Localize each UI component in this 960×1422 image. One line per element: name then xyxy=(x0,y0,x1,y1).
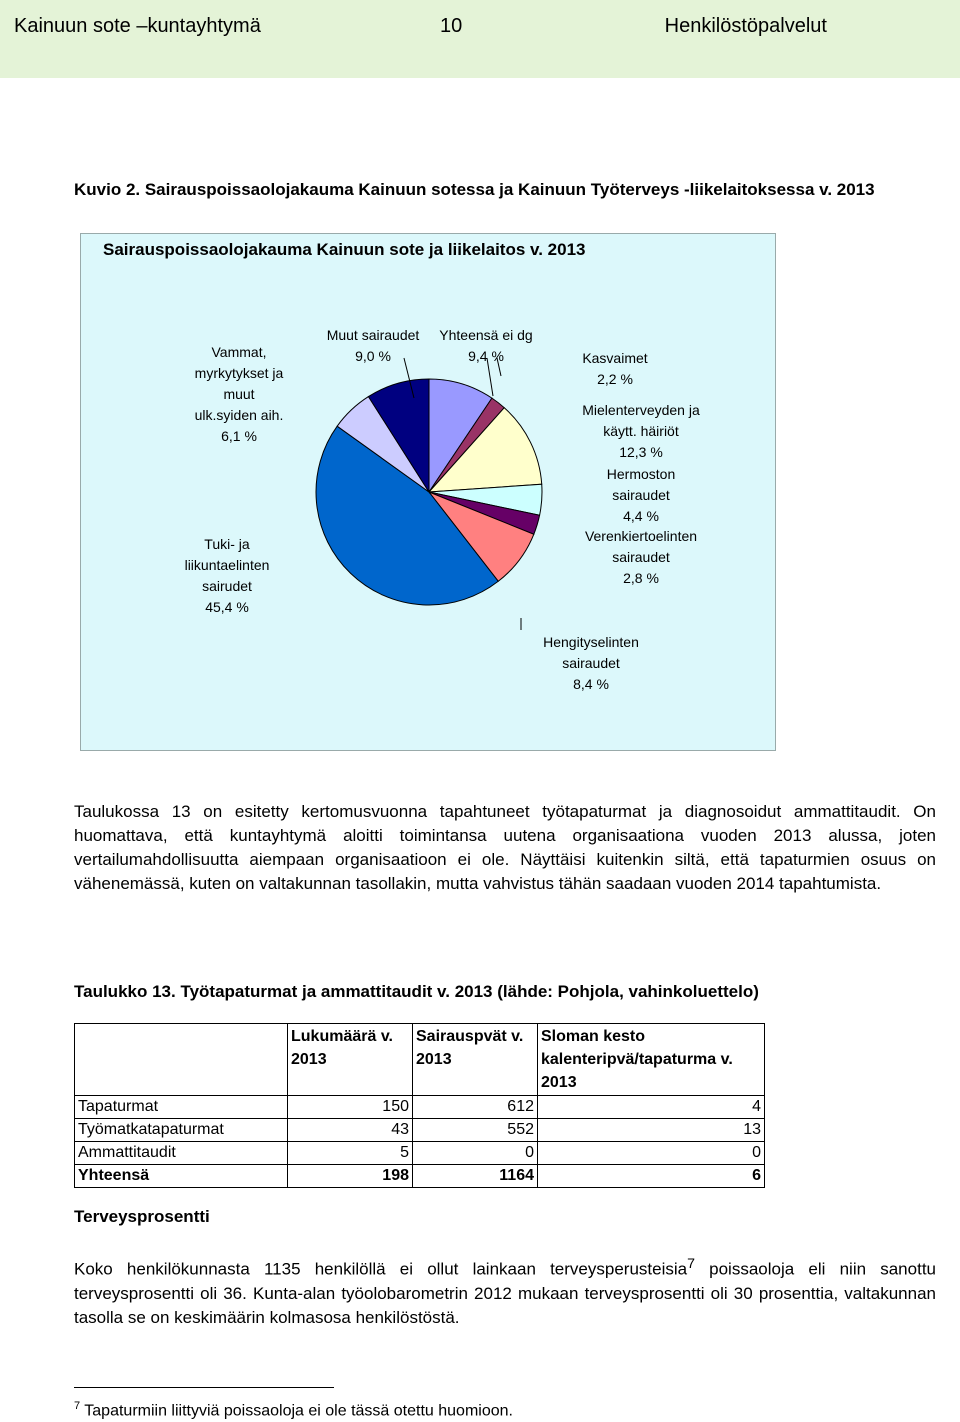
table-cell: 0 xyxy=(538,1142,765,1165)
header-cell-duration: Sloman kesto kalenteripvä/tapaturma v. 2013 xyxy=(538,1024,765,1096)
footnote xyxy=(74,1400,513,1420)
header-organization: Kainuun sote –kuntayhtymä xyxy=(14,15,261,37)
table-cell: 5 xyxy=(288,1142,413,1165)
label-vammat xyxy=(179,342,299,447)
label-yhteensa-ei-dg xyxy=(431,325,541,367)
table-row xyxy=(75,1096,765,1119)
page-number: 10 xyxy=(440,15,463,37)
table-cell: 0 xyxy=(413,1142,538,1165)
chart-label-line: käytt. häiriöt xyxy=(603,423,679,439)
table-cell: 43 xyxy=(288,1119,413,1142)
label-kasvaimet xyxy=(555,348,675,390)
figure-caption: Kuvio 2. Sairauspoissaolojakauma Kainuun sotessa ja Kainuun Työterveys -liikelaitoksessa v. 2013 xyxy=(74,180,875,199)
chart-label-line: Yhteensä ei dg xyxy=(439,327,533,343)
chart-label-line: 8,4 % xyxy=(573,676,609,692)
header-department: Henkilöstöpalvelut xyxy=(664,15,827,37)
chart-label-line: sairaudet xyxy=(612,487,670,503)
table-cell: 150 xyxy=(288,1096,413,1119)
table-cell: 552 xyxy=(413,1119,538,1142)
table-cell: 13 xyxy=(538,1119,765,1142)
chart-label-line: Verenkiertoelinten xyxy=(584,528,698,544)
label-muut-sairaudet xyxy=(318,325,428,367)
chart-label-line: liikuntaelinten xyxy=(184,557,270,573)
pie-chart xyxy=(80,233,776,751)
table-cell: Ammattitaudit xyxy=(75,1142,288,1165)
chart-label-line: Tuki- ja xyxy=(204,536,250,552)
table-row xyxy=(75,1119,765,1142)
chart-label-line: 4,4 % xyxy=(623,508,659,524)
chart-label-line: ulk.syiden aih. xyxy=(194,407,284,423)
chart-label-line: Vammat, xyxy=(211,344,267,360)
table-cell: 612 xyxy=(413,1096,538,1119)
paragraph-tapaturmat: Taulukossa 13 on esitetty kertomusvuonna tapahtuneet työtapaturmat ja diagnosoidut ammattitaudit. On huomattava, että kuntayhtymä aloitti toimintansa uutena organisaationa vuoden 2013 alussa, joten vertailumahdollisuutta aiempaan organisaatioon ei ole. Näyttäisi kuitenkin siltä, että tapaturmien osuus on vähenemässä, kuten on valtakunnan tasollakin, mutta vahvistus tähän saadaan vuoden 2014 tapahtumista. xyxy=(74,802,936,893)
footnote-reference: 7 xyxy=(687,1256,695,1272)
chart-label-line: 45,4 % xyxy=(205,599,249,615)
label-hengityselimet xyxy=(521,632,661,695)
label-tuki-ja-liikunta xyxy=(167,534,287,618)
chart-label-line: Muut sairaudet xyxy=(326,327,420,343)
label-hermosto xyxy=(571,464,711,527)
section-heading: Terveysprosentti xyxy=(74,1207,210,1226)
chart-title: Sairauspoissaolojakauma Kainuun sote ja liikelaitos v. 2013 xyxy=(103,240,586,259)
paragraph-text-after: poissaoloja eli niin sanottu terveysprosentti oli 36. Kunta-alan työolobarometrin 2012 mukaan terveysprosentti oli 30 prosenttia, valtakunnan tasolla se on keskimäärin kolmasosa henkilöstöstä. xyxy=(74,1259,936,1327)
chart-label-line: 9,0 % xyxy=(355,348,391,364)
chart-label-line: Hermoston xyxy=(606,466,676,482)
chart-label-line: 9,4 % xyxy=(468,348,504,364)
table-cell: Tapaturmat xyxy=(75,1096,288,1119)
chart-label-line: myrkytykset ja muut xyxy=(194,365,284,402)
table-row xyxy=(75,1142,765,1165)
label-mielenterveys xyxy=(561,400,721,463)
header-cell-count: Lukumäärä v. 2013 xyxy=(288,1024,413,1096)
footnote-divider xyxy=(74,1387,334,1388)
paragraph-text-before: Koko henkilökunnasta 1135 henkilöllä ei ollut lainkaan terveysperusteisia xyxy=(74,1259,688,1279)
chart-label-line: sairaudet xyxy=(612,549,670,565)
chart-label-line: Kasvaimet xyxy=(582,350,648,366)
page-header xyxy=(0,0,960,78)
label-verenkierto xyxy=(561,526,721,589)
table-caption: Taulukko 13. Työtapaturmat ja ammattitaudit v. 2013 (lähde: Pohjola, vahinkoluettelo) xyxy=(74,982,759,1001)
table-cell: 4 xyxy=(538,1096,765,1119)
chart-label-line: 2,2 % xyxy=(597,371,633,387)
paragraph-terveysprosentti xyxy=(74,1252,936,1330)
chart-label-line: 12,3 % xyxy=(619,444,663,460)
header-cell-sickdays: Sairauspvät v. 2013 xyxy=(413,1024,538,1096)
footnote-number: 7 xyxy=(74,1400,81,1412)
table-cell: Työmatkatapaturmat xyxy=(75,1119,288,1142)
header-cell-empty xyxy=(75,1024,288,1096)
table-cell: 198 xyxy=(288,1165,413,1188)
chart-label-line: Mielenterveyden ja xyxy=(582,402,700,418)
chart-label-line: 2,8 % xyxy=(623,570,659,586)
table-cell: 1164 xyxy=(413,1165,538,1188)
chart-label-line: sairaudet xyxy=(562,655,620,671)
table-cell: Yhteensä xyxy=(75,1165,288,1188)
table-cell: 6 xyxy=(538,1165,765,1188)
chart-label-line: sairudet xyxy=(202,578,252,594)
chart-label-line: 6,1 % xyxy=(221,428,257,444)
accident-table xyxy=(74,1023,765,1188)
chart-label-line: Hengityselinten xyxy=(543,634,639,650)
table-total-row xyxy=(75,1165,765,1188)
footnote-text: Tapaturmiin liittyviä poissaoloja ei ole tässä otettu huomioon. xyxy=(80,1402,513,1420)
